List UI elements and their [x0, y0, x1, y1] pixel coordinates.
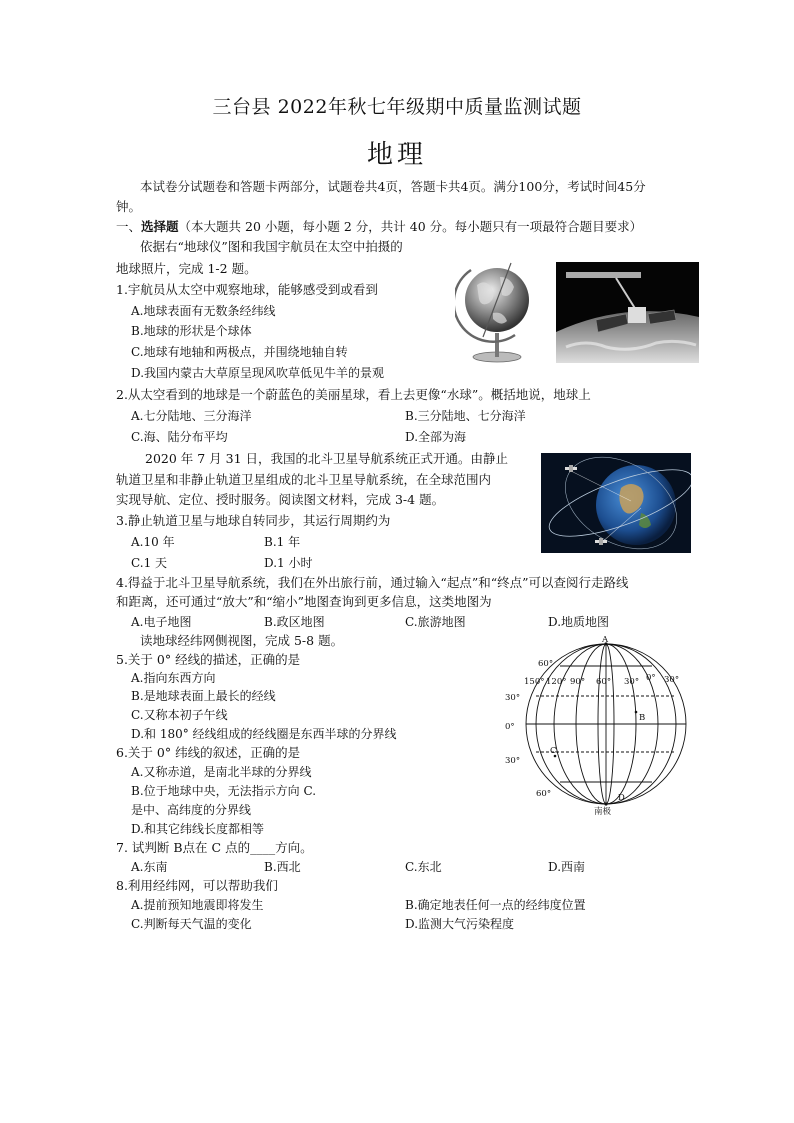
lon-label-150: 150°	[524, 677, 545, 687]
point-d-label: D	[618, 793, 625, 803]
q7-option-a[interactable]: A.东南	[131, 860, 168, 874]
material2-line-2: 轨道卫星和非静止轨道卫星组成的北斗卫星导航系统，在全球范围内	[116, 472, 492, 487]
material2-line-3: 实现导航、定位、授时服务。阅读图文材料，完成 3-4 题。	[116, 492, 445, 507]
q8-option-b[interactable]: B.确定地表任何一点的经纬度位置	[405, 898, 586, 912]
material2-line-1: 2020 年 7 月 31 日，我国的北斗卫星导航系统正式开通。由静止	[145, 451, 509, 466]
section-heading	[116, 218, 642, 236]
lon-label-30e: 30°	[664, 675, 680, 685]
graticule-diagram	[500, 636, 700, 818]
question-6-stem: 6.关于 0° 纬线的叙述，正确的是	[116, 745, 301, 760]
q4-option-a[interactable]: A.电子地图	[131, 615, 192, 629]
question-2-stem: 2.从太空看到的地球是一个蔚蓝色的美丽星球，看上去更像“水球”。概括地说，地球上	[116, 387, 591, 402]
material1-line-1: 依据右“地球仪”图和我国宇航员在太空中拍摄的	[140, 239, 403, 254]
lon-label-90: 90°	[570, 677, 586, 687]
q2-option-a[interactable]: A.七分陆地、三分海洋	[131, 409, 252, 423]
lon-label-120: 120°	[546, 677, 567, 687]
q2-option-d[interactable]: D.全部为海	[405, 430, 467, 444]
space-earth-photo	[556, 262, 699, 363]
q2-option-c[interactable]: C.海、陆分布平均	[131, 430, 228, 444]
q5-option-a[interactable]: A.指向东西方向	[131, 671, 216, 685]
material3-line-1: 读地球经纬网侧视图，完成 5-8 题。	[140, 633, 344, 648]
lat-0-label: 0°	[505, 722, 515, 732]
beidou-satellite-image	[541, 453, 691, 553]
q7-option-d[interactable]: D.西南	[548, 860, 586, 874]
question-7-stem: 7. 试判断 B点在 C 点的____方向。	[116, 840, 313, 855]
section-desc: （本大题共 20 小题，每小题 2 分，共计 40 分。每小题只有一项最符合题目要求）	[178, 219, 643, 234]
question-4-stem-1: 4.得益于北斗卫星导航系统，我们在外出旅行前，通过输入“起点”和“终点”可以查阅行走路线	[116, 575, 629, 590]
lon-label-30: 30°	[624, 677, 640, 687]
q4-option-b[interactable]: B.政区地图	[264, 615, 325, 629]
intro-line-2: 钟。	[116, 199, 142, 214]
q1-option-a[interactable]: A.地球表面有无数条经纬线	[131, 304, 276, 318]
q5-option-b[interactable]: B.是地球表面上最长的经线	[131, 689, 276, 703]
lat-s60-label: 60°	[536, 789, 552, 799]
q4-option-d[interactable]: D.地质地图	[548, 615, 610, 629]
section-name: 选择题	[141, 219, 179, 234]
q4-option-c[interactable]: C.旅游地图	[405, 615, 466, 629]
q6-option-b[interactable]: B.位于地球中央，无法指示方向 C.	[131, 784, 317, 798]
lat-n30-label: 30°	[505, 693, 521, 703]
q6-option-d[interactable]: D.和其它纬线长度都相等	[131, 822, 265, 836]
q3-option-a[interactable]: A.10 年	[131, 535, 175, 549]
q3-option-b[interactable]: B.1 年	[264, 535, 301, 549]
q7-option-b[interactable]: B.西北	[264, 860, 301, 874]
lat-s30-label: 30°	[505, 756, 521, 766]
q8-option-a[interactable]: A.提前预知地震即将发生	[131, 898, 264, 912]
point-c-label: C	[550, 746, 557, 756]
q8-option-d[interactable]: D.监测大气污染程度	[405, 917, 515, 931]
exam-title: 三台县 2022年秋七年级期中质量监测试题	[212, 96, 582, 118]
question-1-stem: 1.宇航员从太空中观察地球，能够感受到或看到	[116, 282, 378, 297]
question-3-stem: 3.静止轨道卫星与地球自转同步，其运行周期约为	[116, 513, 391, 528]
q1-option-c[interactable]: C.地球有地轴和两极点，并围绕地轴自转	[131, 345, 348, 359]
lon-label-60: 60°	[596, 677, 612, 687]
south-pole-label: 南极	[594, 807, 612, 817]
point-a-label: A	[602, 636, 609, 645]
subject-title: 地理	[366, 140, 427, 170]
question-5-stem: 5.关于 0° 经线的描述，正确的是	[116, 652, 301, 667]
point-b-label: B	[639, 713, 646, 723]
q3-option-d[interactable]: D.1 小时	[264, 556, 313, 570]
q6-option-a[interactable]: A.又称赤道，是南北半球的分界线	[131, 765, 312, 779]
q3-option-c[interactable]: C.1 天	[131, 556, 168, 570]
q2-option-b[interactable]: B.三分陆地、七分海洋	[405, 409, 526, 423]
q8-option-c[interactable]: C.判断每天气温的变化	[131, 917, 252, 931]
question-8-stem: 8.利用经纬网，可以帮助我们	[116, 878, 278, 893]
intro-line-1: 本试卷分试题卷和答题卡两部分，试题卷共4页，答题卡共4页。满分100分，考试时间45分	[140, 179, 646, 194]
q7-option-c[interactable]: C.东北	[405, 860, 442, 874]
lon-label-0: 0°	[646, 673, 656, 683]
q5-option-d[interactable]: D.和 180° 经线组成的经线圈是东西半球的分界线	[131, 727, 397, 741]
material1-line-2: 地球照片，完成 1-2 题。	[116, 261, 257, 276]
q1-option-d[interactable]: D.我国内蒙古大草原呈现风吹草低见牛羊的景观	[131, 366, 385, 380]
q6-option-c[interactable]: 是中、高纬度的分界线	[131, 803, 252, 817]
question-4-stem-2: 和距离，还可通过“放大”和“缩小”地图查询到更多信息，这类地图为	[116, 594, 492, 609]
q5-option-c[interactable]: C.又称本初子午线	[131, 708, 228, 722]
q1-option-b[interactable]: B.地球的形状是个球体	[131, 324, 252, 338]
lat-n60-label: 60°	[538, 659, 554, 669]
terrestrial-globe-image	[455, 255, 540, 365]
section-number: 一、	[116, 219, 142, 234]
